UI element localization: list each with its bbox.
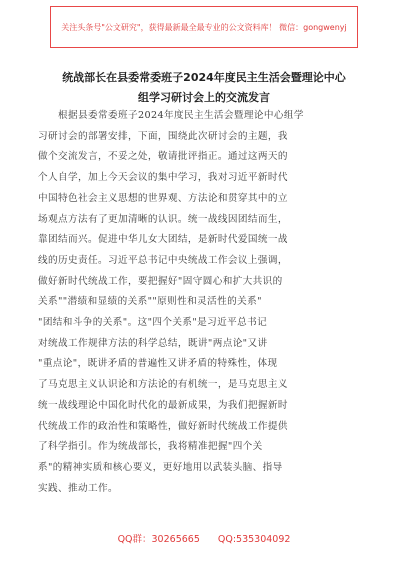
qq-group-text: QQ群：30265665 (117, 534, 200, 545)
body-line: "团结和斗争的关系"。这"四个关系"是习近平总书记 (38, 317, 268, 329)
body-line: 场观点方法有了更加清晰的认识。统一战线因团结而生， (38, 213, 288, 225)
body-line: 线的历史责任。习近平总书记中央统战工作会议上强调， (38, 254, 288, 266)
body-line: 个人自学，加上今天会议的集中学习，我对习近平新时代 (38, 172, 288, 184)
body-line: 了科学指引。作为统战部长，我将精准把握"四个关 (38, 441, 263, 453)
body-line: 根据县委常委班子2024年度民主生活会暨理论中心组学 (58, 110, 304, 121)
body-line: 代统战工作的政治性和策略性，做好新时代统战工作提供 (38, 420, 288, 432)
body-line: 做好新时代统战工作，要把握好"固守圆心和扩大共识的 (38, 275, 283, 287)
qq-number-text: QQ:535304092 (217, 534, 291, 545)
footer-contact (0, 531, 408, 545)
body-line: 了马克思主义认识论和方法论的有机统一，是马克思主义 (38, 379, 288, 391)
title-line: 统战部长在县委常委班子2024年度民主生活会暨理论中心 (62, 71, 346, 84)
document-body (38, 106, 370, 499)
title-line: 组学习研讨会上的交流发言 (138, 91, 270, 104)
body-line: 实践、推动工作。 (38, 482, 118, 494)
body-line: 系"的精神实质和核心要义，更好地用以武装头脑、指导 (38, 461, 283, 473)
body-line: "重点论"，既讲矛盾的普遍性又讲矛盾的特殊性，体现 (38, 358, 278, 370)
body-line: 习研讨会的部署安排，下面，围绕此次研讨会的主题，我 (38, 130, 288, 142)
body-line: 统一战线理论中国化时代化的最新成果，为我们把握新时 (38, 399, 288, 411)
body-line: 关系""潜绩和显绩的关系""原则性和灵活性的关系" (38, 296, 262, 308)
body-line: 靠团结而兴。促进中华儿女大团结，是新时代爱国统一战 (38, 234, 288, 246)
body-line: 中国特色社会主义思想的世界观、方法论和贯穿其中的立 (38, 192, 288, 204)
banner-text: 关注头条号"公文研究"，获得最新最全最专业的公文资料库！ 微信：gongwenyj (61, 22, 347, 32)
header-banner (50, 6, 358, 48)
body-line: 做个交流发言，不妥之处，敬请批评指正。通过这两天的 (38, 151, 288, 163)
document-title (0, 68, 408, 108)
body-line: 对统战工作规律方法的科学总结，既讲"两点论"又讲 (38, 337, 268, 349)
